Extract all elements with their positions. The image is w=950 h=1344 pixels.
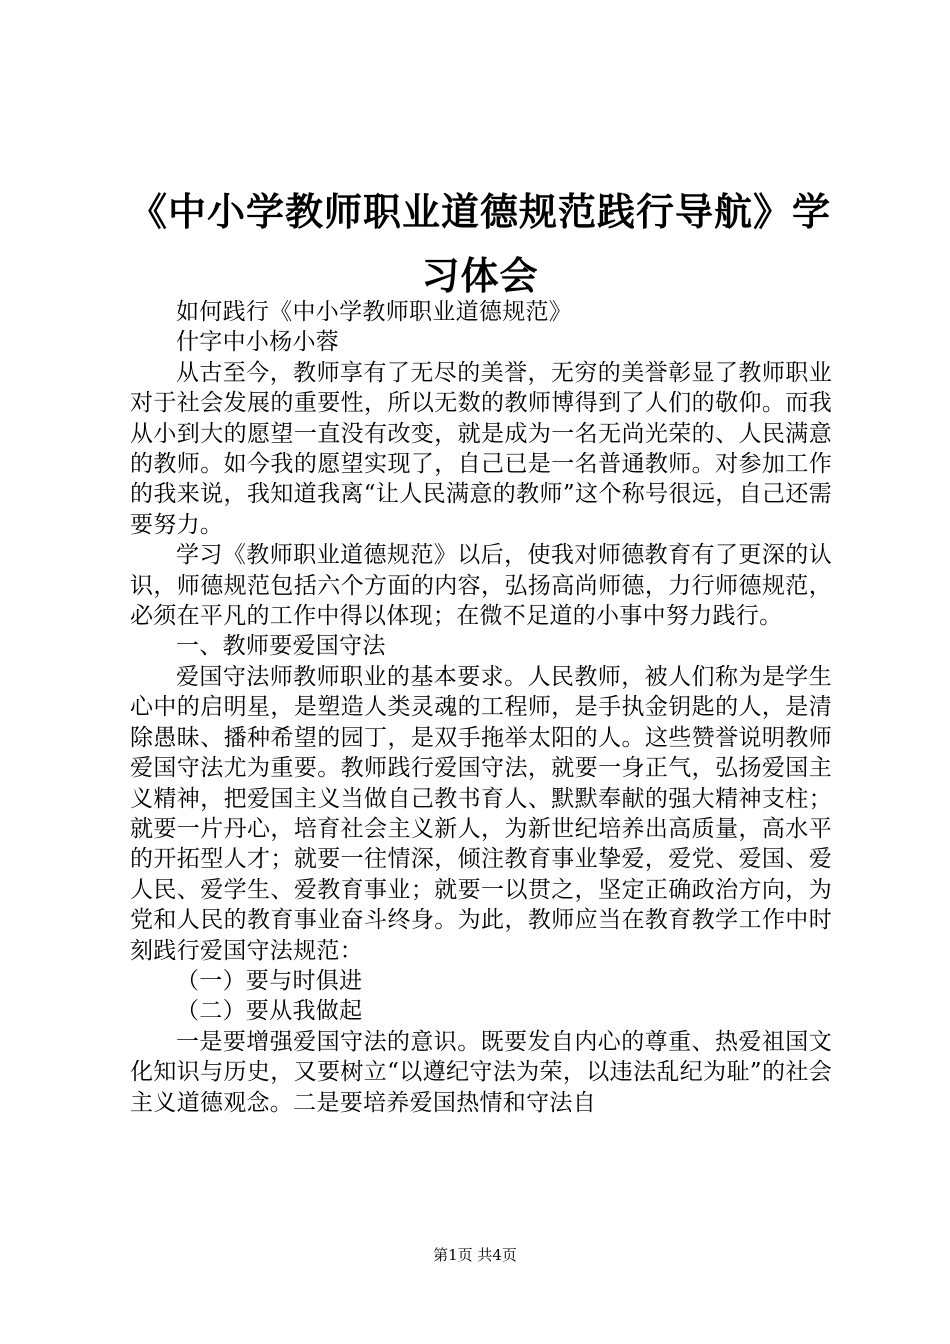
paragraph-author: 什字中小杨小蓉 <box>176 329 340 356</box>
document-body <box>130 297 832 1118</box>
paragraph: 学习《教师职业道德规范》以后，使我对师德教育有了更深的认识，师德规范包括六个方面的内容，弘扬高尚师德，力行师德规范，必须在平凡的工作中得以体现；在微不足道的小事中努力践行。 <box>130 542 832 630</box>
subsection-heading: （二）要从我做起 <box>176 998 363 1025</box>
document-title: 《中小学教师职业道德规范践行导航》学习体会 <box>128 189 831 298</box>
page-number-footer: 第1页 共4页 <box>433 1246 517 1264</box>
paragraph-subtitle: 如何践行《中小学教师职业道德规范》 <box>176 299 573 325</box>
paragraph: 爱国守法师教师职业的基本要求。人民教师，被人们称为是学生心中的启明星，是塑造人类灵魂的工程师，是手执金钥匙的人，是清除愚昧、播种希望的园丁，是双手拖举太阳的人。这些赞誉说明教师爱国守法尤为重要。教师践行爱国守法，就要一身正气，弘扬爱国主义精神，把爱国主义当做自己教书育人、默默奉献的强大精神支柱；就要一片丹心，培育社会主义新人，为新世纪培养出高质量，高水平的开拓型人才；就要一往情深，倾注教育事业挚爱，爱党、爱国、爱人民、爱学生、爱教育事业；就要一以贯之，坚定正确政治方向，为党和人民的教育事业奋斗终身。为此，教师应当在教育教学工作中时刻践行爱国守法规范： <box>130 663 832 964</box>
paragraph: 一是要增强爱国守法的意识。既要发自内心的尊重、热爱祖国文化知识与历史，又要树立“以遵纪守法为荣，以违法乱纪为耻”的社会主义道德观念。二是要培养爱国热情和守法自 <box>130 1028 832 1116</box>
paragraph: 从古至今，教师享有了无尽的美誉，无穷的美誉彰显了教师职业对于社会发展的重要性，所以无数的教师博得到了人们的敬仰。而我从小到大的愿望一直没有改变，就是成为一名无尚光荣的、人民满意的教师。如今我的愿望实现了，自己已是一名普通教师。对参加工作的我来说，我知道我离“让人民满意的教师”这个称号很远，自己还需要努力。 <box>130 359 832 538</box>
subsection-heading: （一）要与时俱进 <box>176 967 363 994</box>
section-heading: 一、教师要爱国守法 <box>176 633 386 660</box>
